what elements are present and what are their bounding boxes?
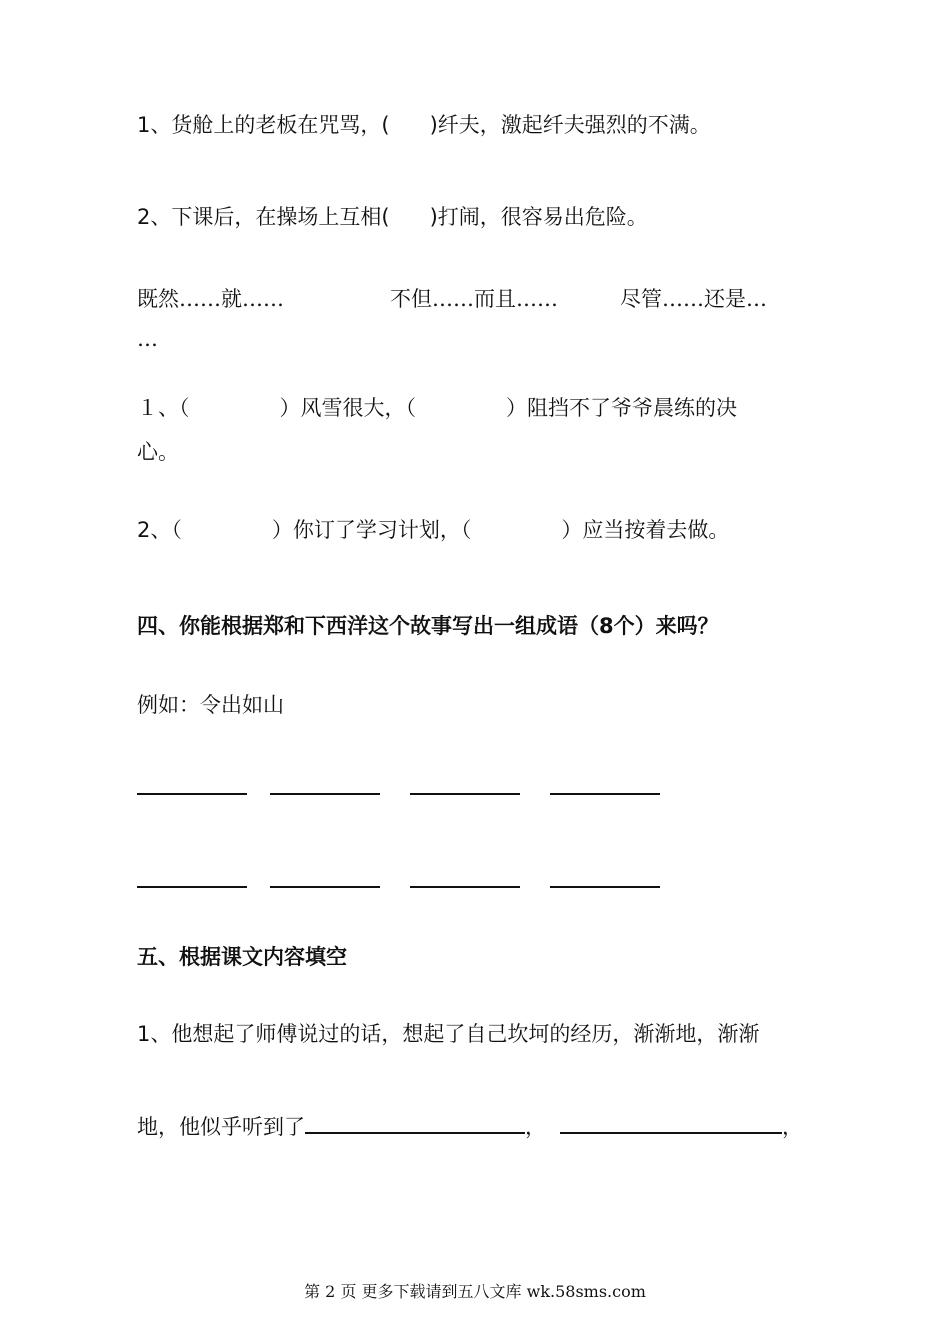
- q-number: 1: [137, 113, 151, 137]
- q-text-c: ）阻挡不了爷爷晨练的决: [506, 396, 737, 420]
- q-text-a: 、下课后，在操场上互相(: [150, 205, 390, 229]
- option-3-wrap: [620, 284, 767, 314]
- idiom-blank-1[interactable]: [137, 793, 247, 795]
- question-3a-1: [137, 110, 711, 140]
- idiom-blank-6[interactable]: [270, 886, 380, 888]
- section-5-q1-line2: [137, 1110, 803, 1142]
- option-2: 不但……而且……: [390, 287, 558, 311]
- fill-blank-1[interactable]: [305, 1110, 525, 1134]
- q-number: 2: [137, 205, 151, 229]
- q-number: 2: [137, 518, 151, 542]
- option-3: 尽管……还是…: [620, 287, 767, 311]
- idiom-blank-2[interactable]: [270, 793, 380, 795]
- q-text-a: 、（: [150, 518, 182, 542]
- idiom-blank-8[interactable]: [550, 886, 660, 888]
- option-2-wrap: [390, 284, 558, 314]
- section-4-example: 例如：令出如山: [137, 693, 284, 717]
- option-3-cont: [137, 324, 158, 354]
- section-5-title: 五、根据课文内容填空: [137, 945, 347, 969]
- q-text-b: )打闹，很容易出危险。: [429, 205, 648, 229]
- q-text-b: )纤夫，激起纤夫强烈的不满。: [429, 113, 711, 137]
- question-3b-2: [137, 515, 729, 545]
- section-4-title: 四、你能根据郑和下西洋这个故事写出一组成语（8个）来吗？: [137, 614, 719, 638]
- q-text-d: 心。: [137, 440, 179, 464]
- idiom-blank-3[interactable]: [410, 793, 520, 795]
- separator: ，: [525, 1115, 546, 1139]
- question-3a-2: [137, 202, 648, 232]
- fill-blank-2[interactable]: [560, 1110, 782, 1134]
- conjunction-options: [137, 284, 284, 314]
- q-text: 地，他似乎听到了: [137, 1115, 305, 1139]
- q-text-b: ）风雪很大，（: [279, 396, 416, 420]
- section-5-q1-line1: 1、他想起了师傅说过的话，想起了自己坎坷的经历，渐渐地，渐渐: [137, 1022, 760, 1046]
- option-3-continuation: …: [137, 327, 158, 351]
- page-footer: 第 2 页 更多下载请到五八文库 wk.58sms.com: [304, 1282, 646, 1301]
- separator: ，: [782, 1115, 803, 1139]
- q-text-b: ）你订了学习计划，（: [271, 518, 472, 542]
- question-3b-1-cont: [137, 437, 179, 467]
- idiom-blank-4[interactable]: [550, 793, 660, 795]
- q-text-c: ）应当按着去做。: [561, 518, 730, 542]
- option-1: 既然……就……: [137, 287, 284, 311]
- idiom-blank-5[interactable]: [137, 886, 247, 888]
- question-3b-1: [137, 393, 737, 423]
- idiom-blank-7[interactable]: [410, 886, 520, 888]
- q-text-a: １、（: [137, 396, 190, 420]
- q-text-a: 、货舱上的老板在咒骂，(: [150, 113, 390, 137]
